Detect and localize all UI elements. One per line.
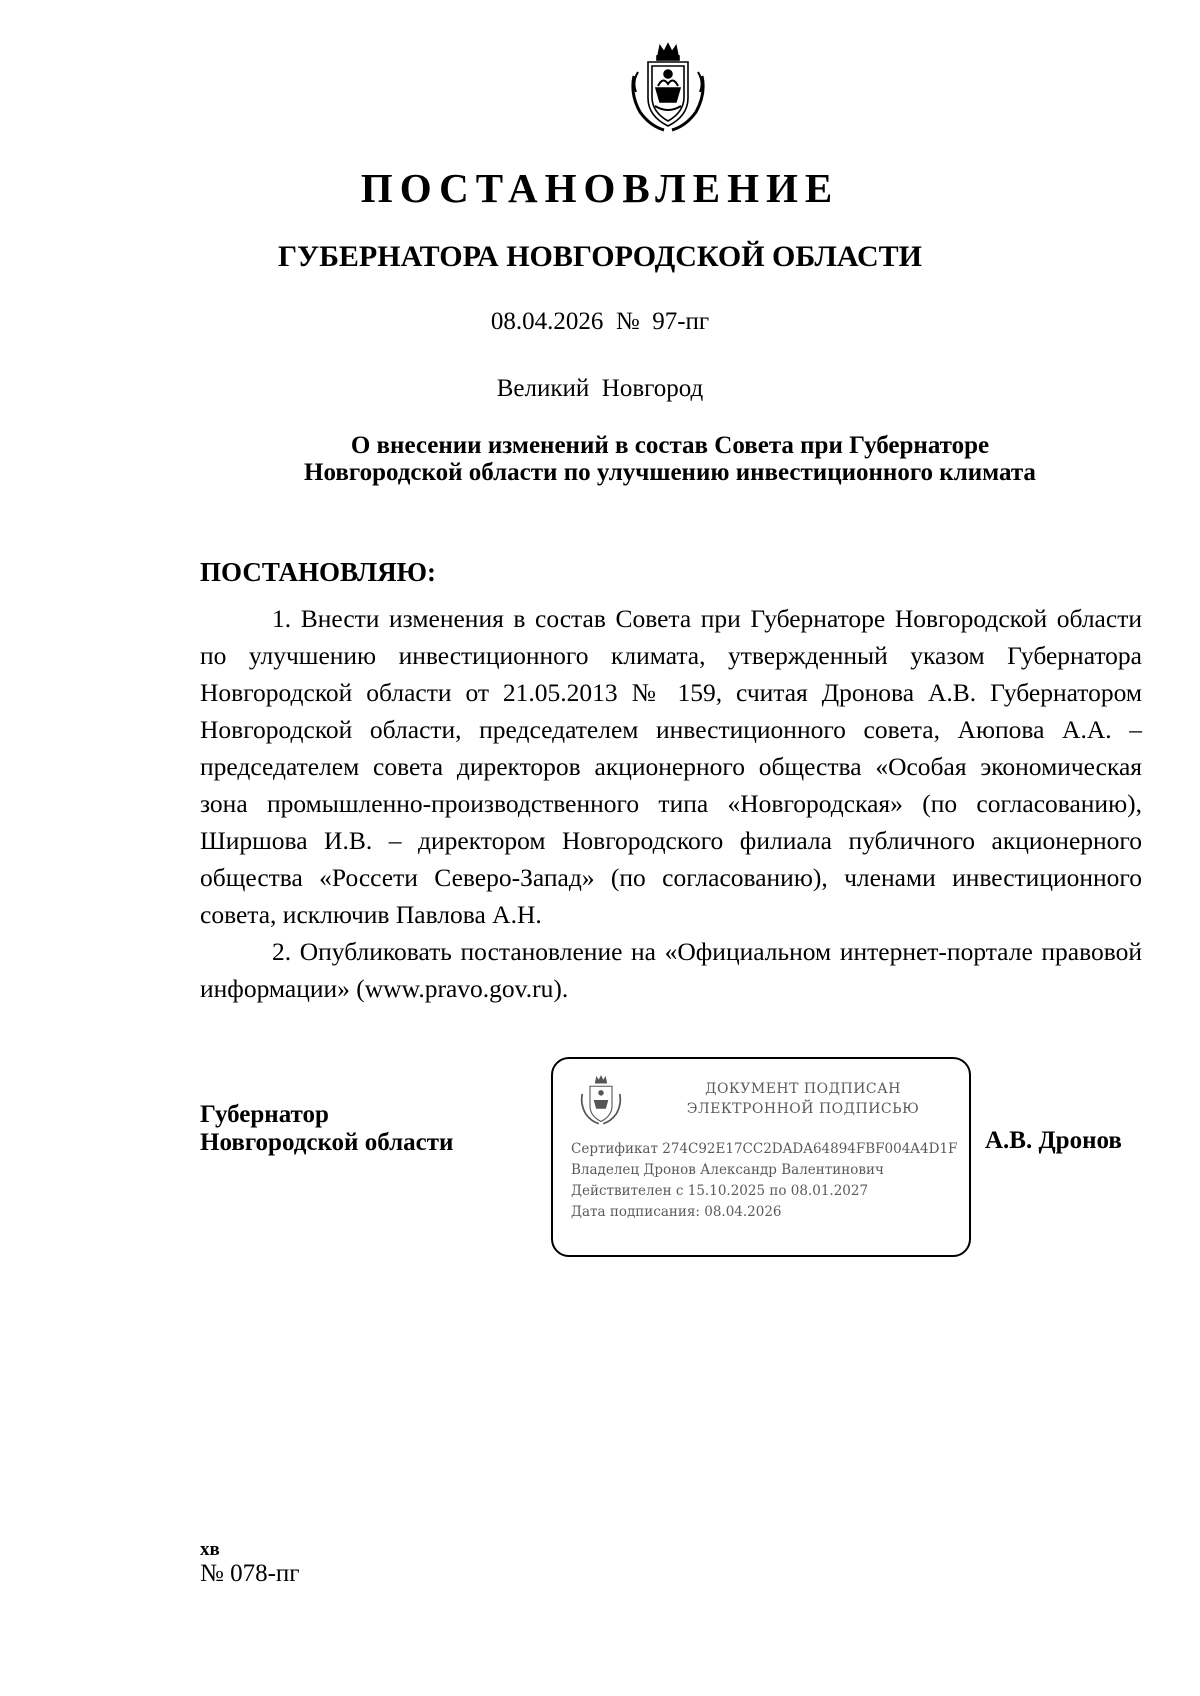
- stamp-heading: [653, 1079, 953, 1119]
- stamp-owner: Владелец Дронов Александр Валентинович: [571, 1162, 884, 1178]
- signer-position-line: Новгородской области: [200, 1129, 454, 1156]
- document-date: 08.04.2026: [490, 308, 604, 335]
- stamp-details: [571, 1139, 957, 1223]
- decree-word: ПОСТАНОВЛЯЮ:: [200, 557, 436, 587]
- stamp-validity: Действителен с 15.10.2025 по 08.01.2027: [571, 1183, 869, 1199]
- number-sign: №: [615, 308, 640, 335]
- signer-name: А.В. Дронов: [985, 1127, 1122, 1154]
- document-body: [200, 600, 1142, 1007]
- coat-of-arms-icon: [628, 42, 708, 132]
- stamp-signed-date: Дата подписания: 08.04.2026: [571, 1204, 782, 1220]
- document-number: 97-пг: [652, 308, 710, 335]
- stamp-heading-line: ДОКУМЕНТ ПОДПИСАН: [705, 1081, 901, 1097]
- stamp-certificate: Сертификат 274C92E17CC2DADA64894FBF004A4D1F: [571, 1141, 958, 1157]
- electronic-signature-stamp: [551, 1057, 971, 1257]
- signer-position-line: Губернатор: [200, 1101, 329, 1128]
- stamp-heading-line: ЭЛЕКТРОННОЙ ПОДПИСЬЮ: [686, 1101, 920, 1117]
- executor-initials: хв: [200, 1539, 220, 1560]
- document-type-heading: ПОСТАНОВЛЕНИЕ: [360, 165, 840, 211]
- body-paragraph: 2. Опубликовать постановление на «Официальном интернет-портале правовой информации» (www.pravo.gov.ru).: [200, 937, 1142, 1003]
- document-title: [200, 432, 1140, 486]
- registration-number: № 078-пг: [200, 1560, 300, 1587]
- signer-position: [200, 1101, 453, 1157]
- date-number-line: [0, 306, 1200, 338]
- document-title-line: Новгородской области по улучшению инвестиционного климата: [304, 459, 1036, 486]
- issue-place: Великий Новгород: [496, 375, 704, 402]
- issuer-heading: ГУБЕРНАТОРА НОВГОРОДСКОЙ ОБЛАСТИ: [277, 240, 923, 273]
- body-paragraph: 1. Внести изменения в состав Совета при Губернаторе Новгородской области по улучшению инвестиционного климата, утвержденный указом Губернатора Новгородской области от 21.05.2013 № 159, считая Дронова А.В. Губернатором Новгородской области, председателем инвестиционного совета, Аюпова А.А. – председателем совета директоров акционерного общества «Особая экономическая зона промышленно-производственного типа «Новгородская» (по согласованию), Ширшова И.В. – директором Новгородского филиала публичного акционерного общества «Россети Северо-Запад» (по согласованию), членами инвестиционного совета, исключив Павлова А.Н.: [200, 604, 1142, 929]
- footer-registration: [200, 1540, 300, 1587]
- document-title-line: О внесении изменений в состав Совета при Губернаторе: [350, 432, 990, 459]
- coat-of-arms-icon: [579, 1075, 623, 1125]
